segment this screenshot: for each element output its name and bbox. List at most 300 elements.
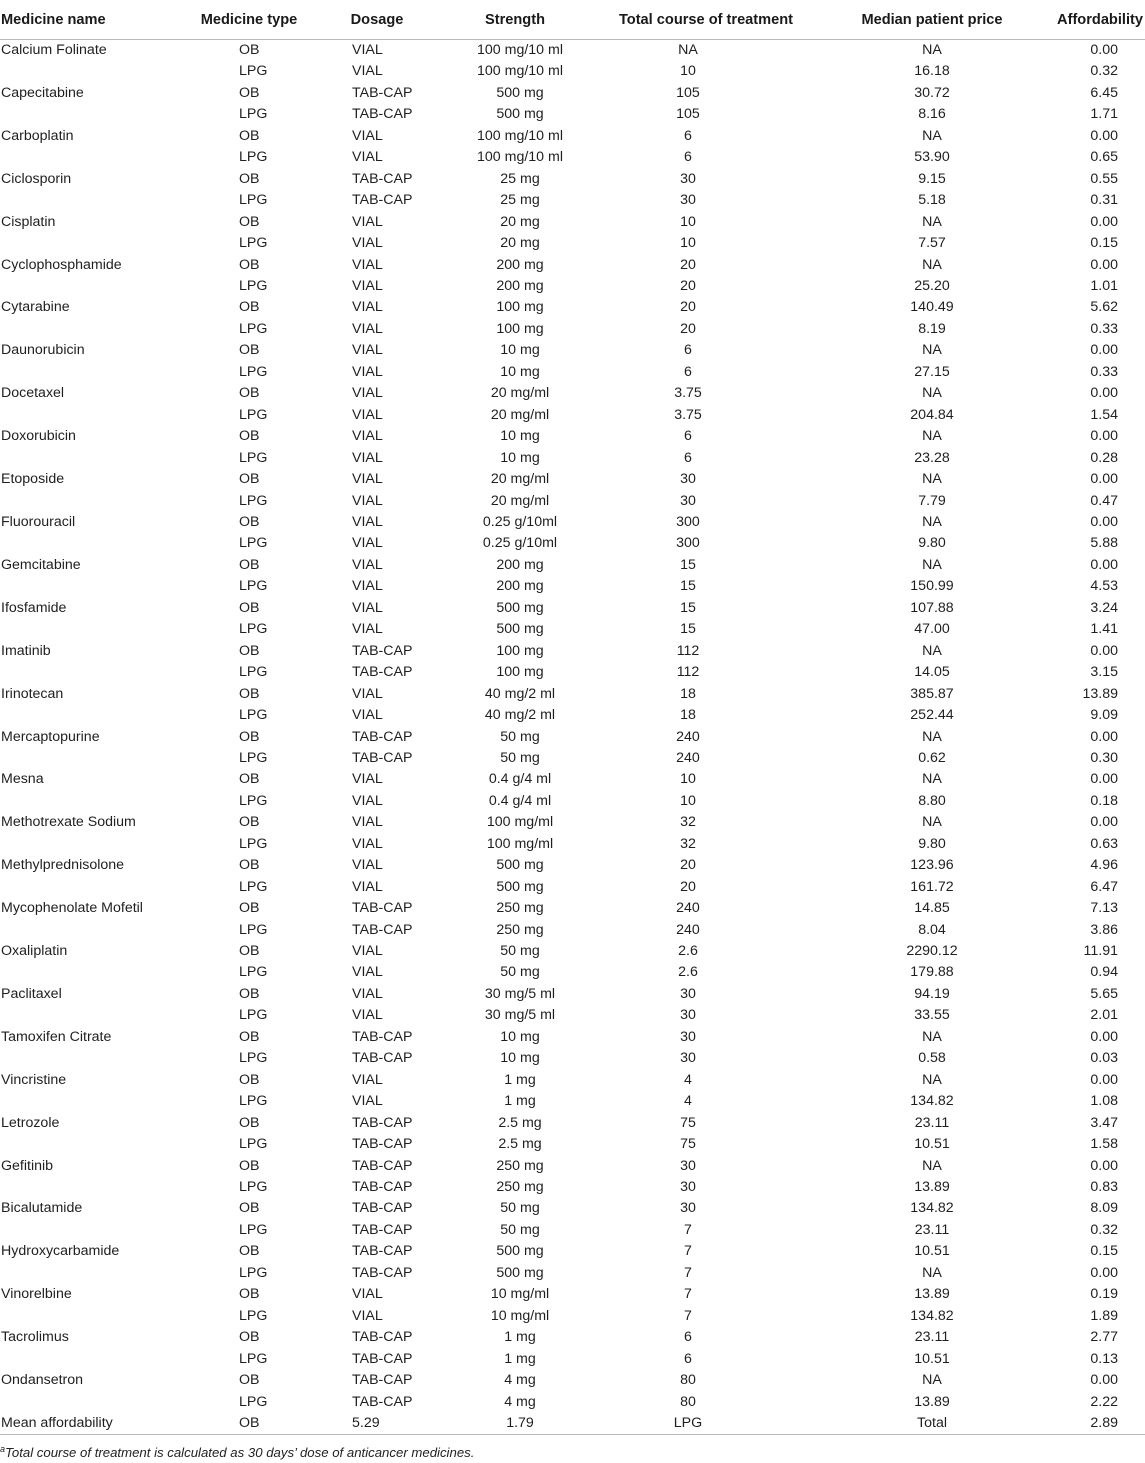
- course-cell: 105: [676, 106, 700, 123]
- price-cell: NA: [922, 342, 942, 359]
- dosage-cell: TAB-CAP: [352, 170, 413, 187]
- course-cell: 105: [676, 84, 700, 101]
- strength-cell: 10 mg: [500, 449, 540, 466]
- strength-cell: 500 mg: [496, 1264, 544, 1281]
- medicine-type-cell: LPG: [239, 1221, 268, 1238]
- affordability-cell: 3.15: [1090, 664, 1118, 681]
- dosage-cell: VIAL: [352, 320, 383, 337]
- medicine-type-cell: OB: [239, 342, 260, 359]
- dosage-cell: TAB-CAP: [352, 1136, 413, 1153]
- affordability-cell: 1.71: [1090, 106, 1118, 123]
- medicine-name-cell: [0, 576, 178, 597]
- medicine-type-cell: LPG: [239, 878, 268, 895]
- mean-ob-label: OB: [178, 1413, 328, 1435]
- medicine-name-cell: [0, 1306, 178, 1327]
- medicine-type-cell: OB: [239, 814, 260, 831]
- medicine-type-cell: OB: [239, 1114, 260, 1131]
- dosage-cell: VIAL: [352, 428, 383, 445]
- affordability-cell: 0.18: [1090, 792, 1118, 809]
- dosage-cell: VIAL: [352, 771, 383, 788]
- medicine-name-cell: [0, 619, 178, 640]
- dosage-cell: TAB-CAP: [352, 900, 413, 917]
- mean-lpg-label: LPG: [584, 1413, 832, 1435]
- strength-cell: 200 mg: [496, 256, 544, 273]
- price-cell: 134.82: [910, 1093, 954, 1110]
- affordability-cell: 0.00: [1090, 1157, 1118, 1174]
- medicine-name-cell: Cyclophosphamide: [1, 256, 122, 273]
- course-cell: 6: [684, 428, 692, 445]
- dosage-cell: TAB-CAP: [352, 1028, 413, 1045]
- mean-affordability-row: [0, 1413, 1145, 1435]
- course-cell: 10: [680, 792, 696, 809]
- table-row: [0, 448, 1145, 469]
- medicine-type-cell: LPG: [239, 1093, 268, 1110]
- price-cell: NA: [922, 814, 942, 831]
- affordability-cell: 0.83: [1090, 1179, 1118, 1196]
- affordability-cell: 6.47: [1090, 878, 1118, 895]
- medicine-type-cell: LPG: [239, 1350, 268, 1367]
- table-row: [0, 1198, 1145, 1219]
- table-row: [0, 855, 1145, 876]
- course-cell: 112: [676, 664, 700, 681]
- dosage-cell: TAB-CAP: [352, 1329, 413, 1346]
- price-cell: 23.11: [914, 1221, 950, 1238]
- course-cell: 240: [676, 728, 700, 745]
- dosage-cell: TAB-CAP: [352, 1114, 413, 1131]
- course-cell: 18: [680, 707, 696, 724]
- strength-cell: 20 mg: [500, 235, 540, 252]
- course-cell: 20: [680, 299, 696, 316]
- affordability-cell: 0.00: [1090, 814, 1118, 831]
- dosage-cell: VIAL: [352, 685, 383, 702]
- course-cell: 2.6: [678, 943, 698, 960]
- strength-cell: 100 mg: [496, 320, 544, 337]
- price-cell: 47.00: [914, 621, 950, 638]
- affordability-cell: 3.86: [1090, 921, 1118, 938]
- affordability-cell: 0.00: [1090, 771, 1118, 788]
- dosage-cell: VIAL: [352, 835, 383, 852]
- dosage-cell: TAB-CAP: [352, 664, 413, 681]
- medicine-type-cell: LPG: [239, 1050, 268, 1067]
- dosage-cell: VIAL: [352, 277, 383, 294]
- column-header-dosage: Dosage: [328, 0, 446, 40]
- medicine-type-cell: OB: [239, 256, 260, 273]
- strength-cell: 50 mg: [500, 1200, 540, 1217]
- table-row: [0, 791, 1145, 812]
- medicine-type-cell: LPG: [239, 664, 268, 681]
- affordability-cell: 0.00: [1090, 556, 1118, 573]
- table-row: [0, 941, 1145, 962]
- medicine-type-cell: OB: [239, 1372, 260, 1389]
- course-cell: 30: [680, 471, 696, 488]
- dosage-cell: TAB-CAP: [352, 1179, 413, 1196]
- table-row: [0, 1156, 1145, 1177]
- table-row: [0, 276, 1145, 297]
- dosage-cell: TAB-CAP: [352, 1243, 413, 1260]
- medicine-type-cell: OB: [239, 728, 260, 745]
- affordability-cell: 0.30: [1090, 749, 1118, 766]
- dosage-cell: TAB-CAP: [352, 84, 413, 101]
- course-cell: 30: [680, 1028, 696, 1045]
- course-cell: 6: [684, 363, 692, 380]
- course-cell: 30: [680, 1050, 696, 1067]
- price-cell: NA: [922, 771, 942, 788]
- table-row: [0, 727, 1145, 748]
- table-row: [0, 362, 1145, 383]
- price-cell: NA: [922, 1071, 942, 1088]
- table-row: [0, 1027, 1145, 1048]
- price-cell: 16.18: [914, 63, 950, 80]
- dosage-cell: VIAL: [352, 342, 383, 359]
- medicine-name-cell: Docetaxel: [1, 385, 65, 402]
- medicine-name-cell: Cytarabine: [1, 299, 70, 316]
- medicine-type-cell: LPG: [239, 63, 268, 80]
- affordability-cell: 13.89: [1082, 685, 1118, 702]
- table-footnote: [0, 1444, 474, 1460]
- course-cell: 6: [684, 149, 692, 166]
- medicine-type-cell: LPG: [239, 235, 268, 252]
- medicine-type-cell: LPG: [239, 921, 268, 938]
- medicine-name-cell: Ciclosporin: [1, 170, 72, 187]
- table-row: [0, 469, 1145, 490]
- dosage-cell: VIAL: [352, 1307, 383, 1324]
- medicine-name-cell: Gemcitabine: [1, 556, 81, 573]
- column-header-strength: Strength: [446, 0, 584, 40]
- dosage-cell: VIAL: [352, 556, 383, 573]
- medicine-type-cell: LPG: [239, 406, 268, 423]
- price-cell: 385.87: [910, 685, 954, 702]
- strength-cell: 10 mg/ml: [490, 1286, 550, 1303]
- strength-cell: 10 mg: [500, 428, 540, 445]
- column-header-medicine-type: Medicine type: [178, 0, 328, 40]
- medicine-type-cell: LPG: [239, 792, 268, 809]
- table-row: [0, 1392, 1145, 1413]
- medicine-type-cell: OB: [239, 685, 260, 702]
- strength-cell: 2.5 mg: [498, 1114, 542, 1131]
- affordability-cell: 3.24: [1090, 599, 1118, 616]
- medicine-name-cell: Daunorubicin: [1, 342, 85, 359]
- table-row: [0, 40, 1145, 62]
- medicine-type-cell: LPG: [239, 492, 268, 509]
- affordability-cell: 11.91: [1083, 943, 1118, 960]
- price-cell: NA: [922, 213, 942, 230]
- table-row: [0, 297, 1145, 318]
- medicine-type-cell: OB: [239, 1243, 260, 1260]
- dosage-cell: TAB-CAP: [352, 1264, 413, 1281]
- course-cell: 3.75: [674, 406, 702, 423]
- price-cell: 252.44: [910, 707, 954, 724]
- strength-cell: 50 mg: [500, 1221, 540, 1238]
- course-cell: 300: [676, 535, 700, 552]
- affordability-cell: 0.00: [1090, 728, 1118, 745]
- affordability-cell: 0.00: [1090, 1372, 1118, 1389]
- affordability-cell: 0.00: [1090, 513, 1118, 530]
- table-row: [0, 1241, 1145, 1262]
- medicine-name-cell: Calcium Folinate: [1, 42, 107, 58]
- medicine-name-cell: [0, 662, 178, 683]
- affordability-cell: 0.33: [1090, 320, 1118, 337]
- medicine-type-cell: LPG: [239, 707, 268, 724]
- medicine-name-cell: Ifosfamide: [1, 599, 67, 616]
- affordability-cell: 0.65: [1090, 149, 1118, 166]
- strength-cell: 100 mg: [496, 664, 544, 681]
- medicine-type-cell: LPG: [239, 1136, 268, 1153]
- medicine-type-cell: LPG: [239, 363, 268, 380]
- strength-cell: 20 mg/ml: [490, 406, 550, 423]
- price-cell: 134.82: [910, 1200, 954, 1217]
- dosage-cell: TAB-CAP: [352, 106, 413, 123]
- course-cell: 30: [680, 985, 696, 1002]
- medicine-name-cell: Vinorelbine: [1, 1286, 72, 1303]
- medicine-name-cell: [0, 362, 178, 383]
- price-cell: 23.11: [914, 1329, 950, 1346]
- strength-cell: 25 mg: [500, 192, 540, 209]
- affordability-cell: 0.00: [1090, 1264, 1118, 1281]
- medicine-name-cell: [0, 1220, 178, 1241]
- medicine-type-cell: LPG: [239, 106, 268, 123]
- dosage-cell: VIAL: [352, 1007, 383, 1024]
- course-cell: 80: [680, 1393, 696, 1410]
- course-cell: 240: [676, 749, 700, 766]
- price-cell: 8.16: [918, 106, 946, 123]
- dosage-cell: VIAL: [352, 385, 383, 402]
- price-cell: 23.28: [914, 449, 950, 466]
- course-cell: 20: [680, 857, 696, 874]
- strength-cell: 500 mg: [496, 106, 544, 123]
- column-header-affordability: Affordability: [1032, 0, 1145, 40]
- price-cell: 2290.12: [906, 943, 958, 960]
- medicine-type-cell: LPG: [239, 1179, 268, 1196]
- medicine-name-cell: Ondansetron: [1, 1372, 84, 1389]
- medicine-type-cell: OB: [239, 471, 260, 488]
- affordability-cell: 0.47: [1090, 492, 1118, 509]
- table-row: [0, 812, 1145, 833]
- medicine-name-cell: Doxorubicin: [1, 428, 76, 445]
- price-cell: 23.11: [914, 1114, 950, 1131]
- course-cell: 30: [680, 1007, 696, 1024]
- course-cell: 15: [680, 578, 696, 595]
- medicine-name-cell: Mycophenolate Mofetil: [1, 900, 143, 917]
- strength-cell: 500 mg: [496, 621, 544, 638]
- price-cell: 8.19: [918, 320, 946, 337]
- price-cell: 0.62: [918, 749, 946, 766]
- dosage-cell: VIAL: [352, 1071, 383, 1088]
- strength-cell: 2.5 mg: [498, 1136, 542, 1153]
- price-cell: 14.85: [914, 900, 950, 917]
- table-row: [0, 877, 1145, 898]
- strength-cell: 100 mg: [496, 642, 544, 659]
- medicine-name-cell: Carboplatin: [1, 127, 74, 144]
- strength-cell: 50 mg: [500, 728, 540, 745]
- course-cell: 20: [680, 878, 696, 895]
- affordability-cell: 0.32: [1090, 63, 1118, 80]
- table-row: [0, 555, 1145, 576]
- medicine-name-cell: [0, 147, 178, 168]
- strength-cell: 50 mg: [500, 964, 540, 981]
- table-row: [0, 1370, 1145, 1391]
- price-cell: 10.51: [914, 1243, 950, 1260]
- affordability-cell: 0.00: [1090, 471, 1118, 488]
- strength-cell: 50 mg: [500, 943, 540, 960]
- affordability-cell: 1.89: [1090, 1307, 1118, 1324]
- table-row: [0, 533, 1145, 554]
- price-cell: 94.19: [914, 985, 950, 1002]
- medicine-type-cell: OB: [239, 84, 260, 101]
- medicine-name-cell: [0, 791, 178, 812]
- dosage-cell: VIAL: [352, 943, 383, 960]
- price-cell: 13.89: [914, 1393, 950, 1410]
- table-row: [0, 169, 1145, 190]
- affordability-cell: 0.94: [1090, 964, 1118, 981]
- medicine-type-cell: OB: [239, 1200, 260, 1217]
- table-row: [0, 705, 1145, 726]
- dosage-cell: TAB-CAP: [352, 192, 413, 209]
- affordability-cell: 0.00: [1090, 42, 1118, 58]
- affordability-cell: 0.19: [1090, 1286, 1118, 1303]
- price-cell: 204.84: [910, 406, 954, 423]
- table-row: [0, 1091, 1145, 1112]
- affordability-cell: 0.55: [1090, 170, 1118, 187]
- strength-cell: 20 mg/ml: [490, 385, 550, 402]
- medicine-name-cell: Mercaptopurine: [1, 728, 100, 745]
- strength-cell: 250 mg: [496, 1179, 544, 1196]
- affordability-cell: 0.15: [1090, 1243, 1118, 1260]
- strength-cell: 0.25 g/10ml: [482, 513, 558, 530]
- medicine-type-cell: OB: [239, 943, 260, 960]
- affordability-cell: 0.00: [1090, 127, 1118, 144]
- price-cell: NA: [922, 1028, 942, 1045]
- strength-cell: 500 mg: [496, 1243, 544, 1260]
- strength-cell: 30 mg/5 ml: [484, 985, 556, 1002]
- table-row: [0, 920, 1145, 941]
- table-row: [0, 1349, 1145, 1370]
- medicine-name-cell: [0, 1392, 178, 1413]
- dosage-cell: VIAL: [352, 857, 383, 874]
- price-cell: 10.51: [914, 1350, 950, 1367]
- dosage-cell: TAB-CAP: [352, 1157, 413, 1174]
- strength-cell: 4 mg: [504, 1393, 536, 1410]
- table-row: [0, 1306, 1145, 1327]
- mean-total-label: Total: [832, 1413, 1032, 1435]
- strength-cell: 250 mg: [496, 900, 544, 917]
- medicine-type-cell: OB: [239, 127, 260, 144]
- affordability-cell: 9.09: [1090, 707, 1118, 724]
- affordability-cell: 0.63: [1090, 835, 1118, 852]
- medicine-type-cell: LPG: [239, 192, 268, 209]
- course-cell: NA: [678, 42, 698, 58]
- affordability-cell: 0.00: [1090, 256, 1118, 273]
- table-row: [0, 212, 1145, 233]
- dosage-cell: VIAL: [352, 621, 383, 638]
- price-cell: 7.57: [918, 235, 946, 252]
- footnote-marker: a: [0, 1444, 6, 1454]
- footnote-text: Total course of treatment is calculated as 30 days’ dose of anticancer medicines.: [5, 1445, 475, 1460]
- medicine-name-cell: Tamoxifen Citrate: [1, 1028, 112, 1045]
- course-cell: 32: [680, 835, 696, 852]
- column-header-medicine-name: Medicine name: [0, 0, 178, 40]
- mean-total-value: 2.89: [1032, 1413, 1145, 1435]
- strength-cell: 1 mg: [504, 1329, 536, 1346]
- dosage-cell: VIAL: [352, 814, 383, 831]
- price-cell: NA: [922, 1372, 942, 1389]
- price-cell: 134.82: [910, 1307, 954, 1324]
- table-row: [0, 233, 1145, 254]
- affordability-cell: 6.45: [1090, 84, 1118, 101]
- table-row: [0, 662, 1145, 683]
- course-cell: 80: [680, 1372, 696, 1389]
- table-row: [0, 61, 1145, 82]
- price-cell: NA: [922, 513, 942, 530]
- table-row: [0, 83, 1145, 104]
- dosage-cell: VIAL: [352, 406, 383, 423]
- dosage-cell: VIAL: [352, 1286, 383, 1303]
- medicine-name-cell: Letrozole: [1, 1114, 60, 1131]
- strength-cell: 20 mg/ml: [490, 471, 550, 488]
- medicine-type-cell: LPG: [239, 277, 268, 294]
- dosage-cell: TAB-CAP: [352, 1372, 413, 1389]
- dosage-cell: VIAL: [352, 149, 383, 166]
- affordability-cell: 4.96: [1090, 857, 1118, 874]
- course-cell: 10: [680, 63, 696, 80]
- medicine-type-cell: LPG: [239, 149, 268, 166]
- table-row: [0, 255, 1145, 276]
- affordability-cell: 5.65: [1090, 985, 1118, 1002]
- medicine-name-cell: Irinotecan: [1, 685, 64, 702]
- course-cell: 30: [680, 1157, 696, 1174]
- medicine-type-cell: LPG: [239, 1007, 268, 1024]
- dosage-cell: VIAL: [352, 127, 383, 144]
- affordability-cell: 0.00: [1090, 428, 1118, 445]
- strength-cell: 100 mg/10 ml: [477, 63, 563, 80]
- price-cell: NA: [922, 385, 942, 402]
- table-row: [0, 1134, 1145, 1155]
- medicine-type-cell: LPG: [239, 835, 268, 852]
- medicine-name-cell: [0, 1048, 178, 1069]
- medicine-type-cell: OB: [239, 771, 260, 788]
- strength-cell: 30 mg/5 ml: [484, 1007, 556, 1024]
- medicine-name-cell: Paclitaxel: [1, 985, 62, 1002]
- price-cell: NA: [922, 1157, 942, 1174]
- dosage-cell: TAB-CAP: [352, 642, 413, 659]
- dosage-cell: VIAL: [352, 256, 383, 273]
- price-cell: 53.90: [914, 149, 950, 166]
- strength-cell: 500 mg: [496, 84, 544, 101]
- medicine-type-cell: OB: [239, 1286, 260, 1303]
- dosage-cell: VIAL: [352, 63, 383, 80]
- medicine-name-cell: [0, 405, 178, 426]
- dosage-cell: TAB-CAP: [352, 1350, 413, 1367]
- table-row: [0, 619, 1145, 640]
- course-cell: 4: [684, 1071, 692, 1088]
- price-cell: NA: [922, 127, 942, 144]
- medicine-name-cell: Methylprednisolone: [1, 857, 125, 874]
- price-cell: 161.72: [910, 878, 954, 895]
- course-cell: 32: [680, 814, 696, 831]
- strength-cell: 100 mg/ml: [486, 835, 554, 852]
- strength-cell: 40 mg/2 ml: [484, 685, 556, 702]
- affordability-cell: 2.22: [1090, 1393, 1118, 1410]
- medicine-name-cell: [0, 920, 178, 941]
- table-row: [0, 383, 1145, 404]
- medicine-name-cell: Tacrolimus: [1, 1329, 69, 1346]
- course-cell: 6: [684, 127, 692, 144]
- table-row: [0, 319, 1145, 340]
- affordability-cell: 0.00: [1090, 385, 1118, 402]
- course-cell: 30: [680, 492, 696, 509]
- affordability-cell: 0.33: [1090, 363, 1118, 380]
- strength-cell: 0.4 g/4 ml: [488, 771, 552, 788]
- medicine-type-cell: LPG: [239, 1264, 268, 1281]
